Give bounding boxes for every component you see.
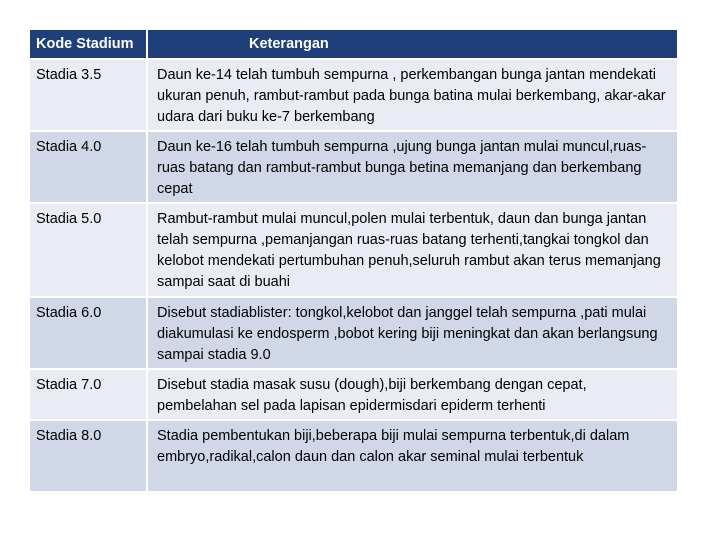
row-code: Stadia 6.0 bbox=[30, 298, 148, 368]
header-keterangan: Keterangan bbox=[148, 30, 677, 58]
row-code: Stadia 4.0 bbox=[30, 132, 148, 202]
row-description: Stadia pembentukan biji,beberapa biji mulai sempurna terbentuk,di dalam embryo,radikal,calon daun dan calon akar seminal mulai terbentuk bbox=[148, 421, 677, 491]
row-description: Daun ke-14 telah tumbuh sempurna , perkembangan bunga jantan mendekati ukuran penuh, rambut-rambut pada bunga batina mulai berkembang, akar-akar udara dari buku ke-7 berkembang bbox=[148, 60, 677, 130]
row-code: Stadia 3.5 bbox=[30, 60, 148, 130]
row-code: Stadia 8.0 bbox=[30, 421, 148, 491]
row-code: Stadia 5.0 bbox=[30, 204, 148, 296]
row-description: Disebut stadia masak susu (dough),biji berkembang dengan cepat, pembelahan sel pada lapisan epidermisdari epiderm terhenti bbox=[148, 370, 677, 419]
row-description: Disebut stadiablister: tongkol,kelobot dan janggel telah sempurna ,pati mulai diakumulasi ke endosperm ,bobot kering biji meningkat dan akan berlangsung sampai stadia 9.0 bbox=[148, 298, 677, 368]
header-kode-stadium: Kode Stadium bbox=[30, 30, 148, 58]
row-description: Daun ke-16 telah tumbuh sempurna ,ujung bunga jantan mulai muncul,ruas-ruas batang dan rambut-rambut bunga betina memanjang dan berkembang cepat bbox=[148, 132, 677, 202]
row-description: Rambut-rambut mulai muncul,polen mulai terbentuk, daun dan bunga jantan telah sempurna ,pemanjangan ruas-ruas batang terhenti,tangkai tongkol dan kelobot mendekati pertumbuhan penuh,seluruh rambut akan terus memanjang sampai saat di buahi bbox=[148, 204, 677, 296]
stadium-table bbox=[30, 30, 677, 491]
row-code: Stadia 7.0 bbox=[30, 370, 148, 419]
